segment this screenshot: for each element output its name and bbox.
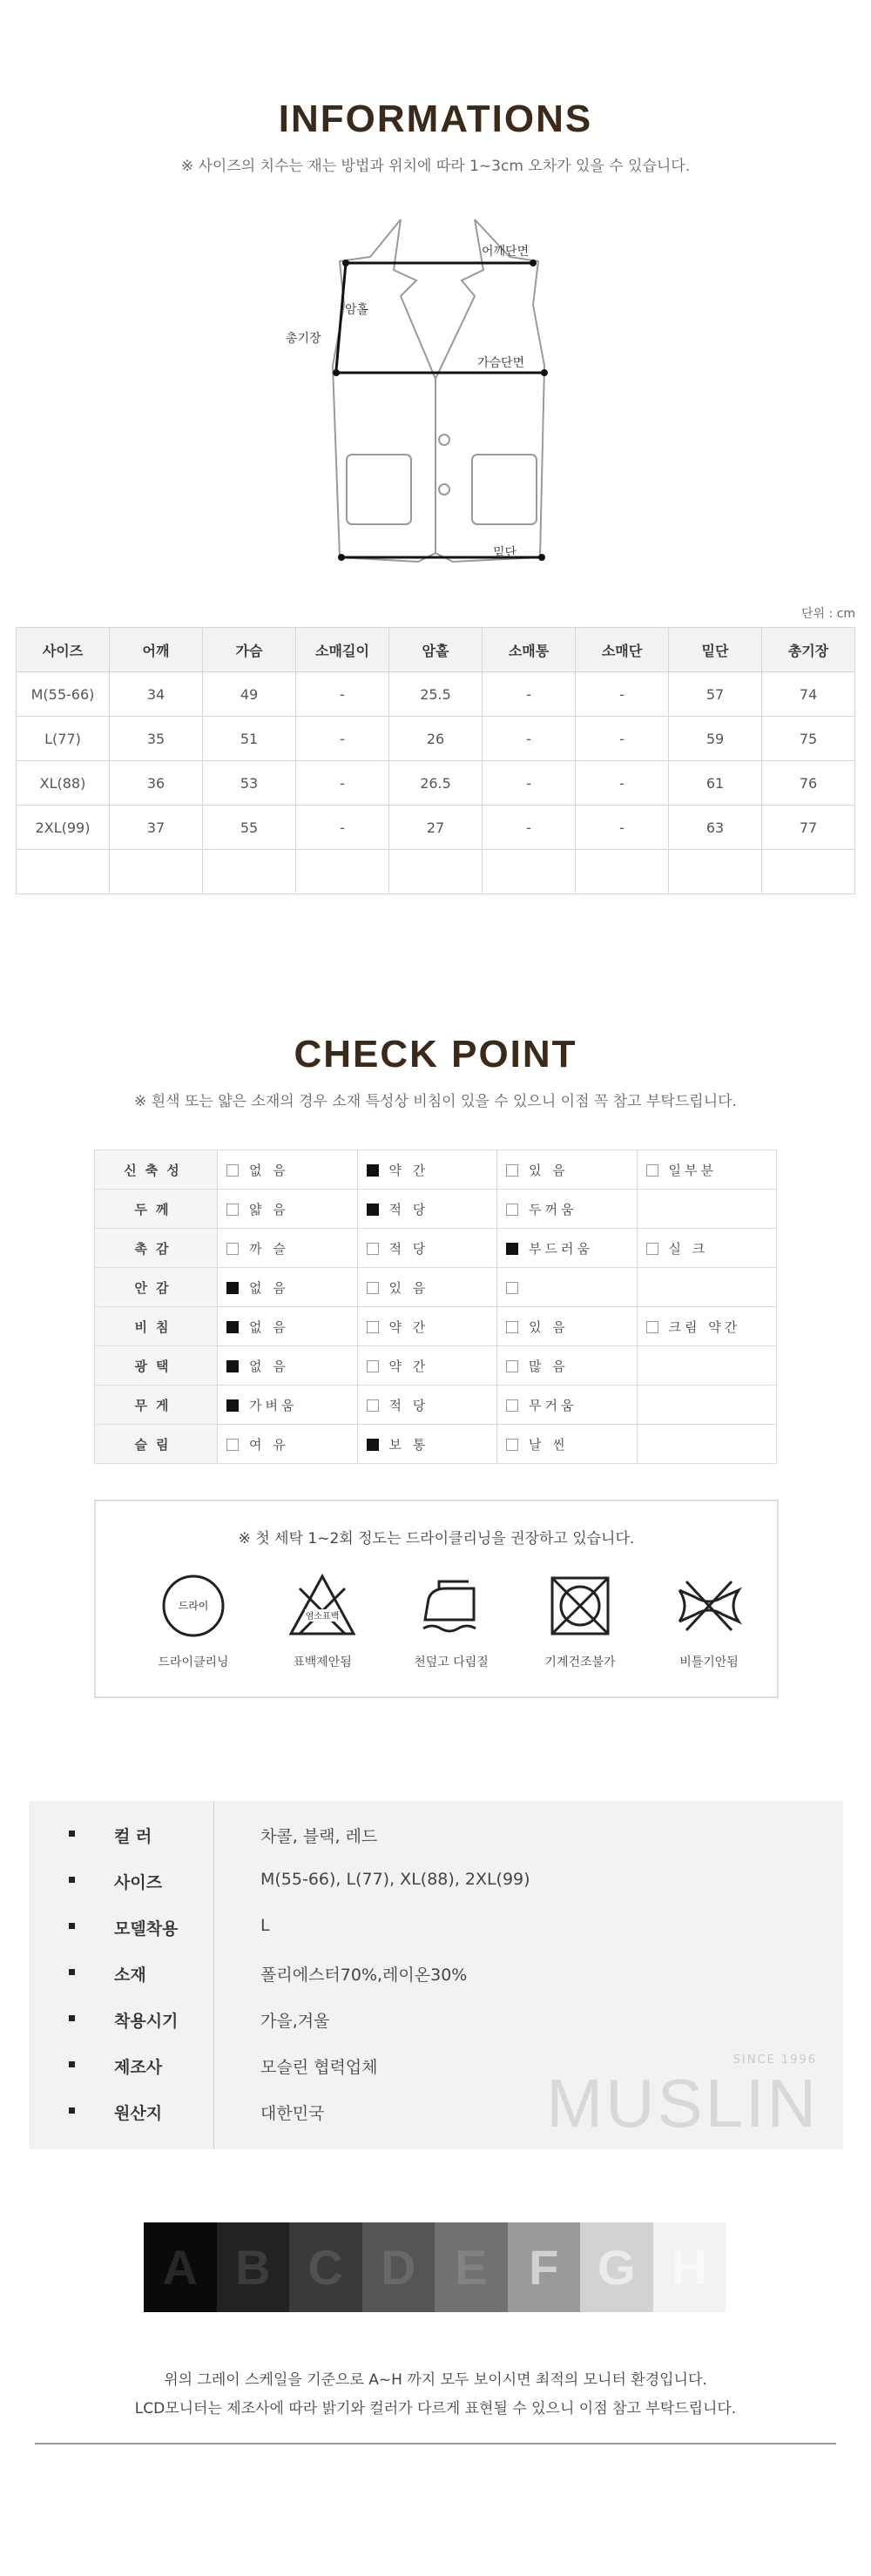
size-cell: 57: [669, 672, 762, 717]
size-cell: 37: [110, 806, 203, 850]
info-row: [29, 1904, 843, 1950]
checked-box-icon: [367, 1204, 379, 1216]
check-option-text: 없 음: [249, 1162, 289, 1178]
size-header-cell: 소매단: [576, 628, 669, 672]
check-notice: ※ 흰색 또는 얇은 소재의 경우 소재 특성상 비침이 있을 수 있으니 이점 꼭 참고 부탁드립니다.: [134, 1093, 737, 1110]
check-option-text: 얇 음: [249, 1201, 289, 1217]
size-cell: -: [576, 672, 669, 717]
check-option: [637, 1346, 777, 1386]
size-cell: [669, 850, 762, 894]
size-cell: 59: [669, 717, 762, 761]
info-key: 컬 러: [114, 1827, 152, 1846]
checked-box-icon: [226, 1399, 239, 1412]
grayscale-swatch: G: [580, 2222, 653, 2312]
size-cell: -: [576, 806, 669, 850]
check-option: [218, 1307, 358, 1346]
label-shoulder: 어깨단면: [482, 245, 530, 259]
size-cell: [389, 850, 483, 894]
empty-box-icon: [226, 1164, 239, 1177]
size-cell: 26.5: [389, 761, 483, 806]
check-option-text: 약 간: [388, 1358, 429, 1374]
check-row: [95, 1190, 777, 1229]
check-option-text: 약 간: [388, 1318, 429, 1335]
check-option-text: 있 음: [388, 1279, 429, 1296]
size-cell: 25.5: [389, 672, 483, 717]
footer-divider: [35, 2443, 836, 2445]
check-option-text: 까 슬: [249, 1240, 289, 1257]
wash-label: 천덮고 다림질: [414, 1656, 489, 1669]
bullet-icon: [69, 1969, 75, 1975]
info-value: 모슬린 협력업체: [260, 2058, 378, 2077]
size-cell: 49: [203, 672, 296, 717]
check-option-text: 적 당: [388, 1201, 429, 1217]
size-cell: 34: [110, 672, 203, 717]
check-label: 광택: [95, 1346, 218, 1386]
check-option: [218, 1190, 358, 1229]
check-option-text: 두꺼움: [529, 1201, 577, 1217]
size-cell: -: [483, 672, 576, 717]
check-option-text: 가벼움: [249, 1397, 298, 1413]
info-key: 원산지: [114, 2104, 163, 2123]
size-header-cell: 총기장: [762, 628, 855, 672]
check-title: CHECK POINT: [294, 1033, 577, 1076]
checked-box-icon: [226, 1360, 239, 1372]
wash-item-wring: [657, 1571, 761, 1670]
empty-box-icon: [367, 1360, 379, 1372]
size-cell: [762, 850, 855, 894]
size-row: [17, 672, 855, 717]
check-label: 안감: [95, 1268, 218, 1307]
wash-label: 표백제안됨: [293, 1656, 352, 1669]
check-option: [218, 1268, 358, 1307]
bullet-icon: [69, 1877, 75, 1883]
brand-since: SINCE 1996: [733, 2053, 817, 2067]
check-option: [357, 1190, 497, 1229]
size-cell: [203, 850, 296, 894]
check-option: [357, 1268, 497, 1307]
check-option-text: 적 당: [388, 1240, 429, 1257]
size-header-cell: 밑단: [669, 628, 762, 672]
bullet-icon: [69, 2061, 75, 2067]
no-tumble-dry-icon: [545, 1571, 615, 1641]
check-option-text: 있 음: [529, 1162, 569, 1178]
bullet-icon: [69, 2015, 75, 2021]
empty-box-icon: [367, 1321, 379, 1333]
size-cell: M(55-66): [17, 672, 110, 717]
check-option: [497, 1190, 638, 1229]
empty-box-icon: [506, 1399, 518, 1412]
dry-clean-icon-text: 드라이: [178, 1600, 209, 1612]
check-option: [637, 1229, 777, 1268]
size-cell: [296, 850, 389, 894]
empty-box-icon: [506, 1360, 518, 1372]
check-option-text: 여 유: [249, 1436, 289, 1453]
check-option: [357, 1425, 497, 1464]
check-option: [497, 1346, 638, 1386]
size-row: [17, 850, 855, 894]
check-table: [94, 1150, 777, 1464]
empty-box-icon: [506, 1204, 518, 1216]
label-chest: 가슴단면: [477, 356, 525, 370]
size-cell: 76: [762, 761, 855, 806]
info-value: M(55-66), L(77), XL(88), 2XL(99): [260, 1870, 530, 1889]
iron-with-cloth-icon: [416, 1571, 486, 1641]
size-cell: 77: [762, 806, 855, 850]
size-cell: [483, 850, 576, 894]
check-option: [637, 1425, 777, 1464]
check-option-text: 없 음: [249, 1358, 289, 1374]
empty-box-icon: [506, 1439, 518, 1451]
check-option: [218, 1346, 358, 1386]
check-option: [357, 1229, 497, 1268]
check-option: [497, 1386, 638, 1425]
check-option-text: 일부분: [668, 1162, 717, 1178]
check-option-text: 없 음: [249, 1318, 289, 1335]
check-row: [95, 1150, 777, 1190]
info-row: [29, 1950, 843, 1996]
check-row: [95, 1425, 777, 1464]
empty-box-icon: [226, 1243, 239, 1255]
grayscale-strip: [144, 2222, 726, 2312]
empty-box-icon: [506, 1321, 518, 1333]
wash-item-dry: [141, 1571, 246, 1670]
size-header-cell: 암홀: [389, 628, 483, 672]
wash-label: 기계건조불가: [544, 1656, 616, 1669]
check-row: [95, 1229, 777, 1268]
empty-box-icon: [367, 1282, 379, 1294]
size-cell: -: [483, 717, 576, 761]
check-option: [637, 1150, 777, 1190]
check-label: 두께: [95, 1190, 218, 1229]
info-value: 대한민국: [260, 2104, 325, 2123]
check-label: 비침: [95, 1307, 218, 1346]
check-row: [95, 1307, 777, 1346]
no-bleach-icon: [287, 1571, 357, 1641]
wash-box: [94, 1500, 779, 1698]
empty-box-icon: [506, 1282, 518, 1294]
info-row: [29, 1811, 843, 1858]
info-title: INFORMATIONS: [278, 98, 593, 140]
check-label: 촉감: [95, 1229, 218, 1268]
label-total-length: 총기장: [286, 332, 321, 346]
check-option-text: 크림 약간: [668, 1318, 741, 1335]
info-key: 사이즈: [114, 1873, 163, 1892]
size-cell: 51: [203, 717, 296, 761]
empty-box-icon: [646, 1243, 658, 1255]
size-cell: 53: [203, 761, 296, 806]
grayscale-swatch: D: [362, 2222, 436, 2312]
empty-box-icon: [506, 1164, 518, 1177]
check-option: [218, 1425, 358, 1464]
check-option: [637, 1307, 777, 1346]
wash-item-tumble: [528, 1571, 632, 1670]
size-header-cell: 사이즈: [17, 628, 110, 672]
check-option: [497, 1268, 638, 1307]
size-header-cell: 어깨: [110, 628, 203, 672]
size-cell: [17, 850, 110, 894]
check-option-text: 있 음: [529, 1318, 569, 1335]
checked-box-icon: [506, 1243, 518, 1255]
check-option: [497, 1307, 638, 1346]
size-cell: 36: [110, 761, 203, 806]
check-option: [357, 1150, 497, 1190]
size-cell: 35: [110, 717, 203, 761]
size-table: [16, 627, 855, 894]
size-row: [17, 761, 855, 806]
bullet-icon: [69, 2107, 75, 2114]
check-option-text: 실 크: [668, 1240, 709, 1257]
wash-item-bleach: [270, 1571, 375, 1670]
size-cell: [576, 850, 669, 894]
size-cell: -: [296, 717, 389, 761]
check-option: [357, 1386, 497, 1425]
check-option-text: 무거움: [529, 1397, 577, 1413]
product-info-panel: [29, 1801, 843, 2149]
check-option: [218, 1150, 358, 1190]
size-header-cell: 소매통: [483, 628, 576, 672]
bullet-icon: [69, 1831, 75, 1837]
vest-diagram: [261, 209, 610, 575]
size-cell: -: [576, 717, 669, 761]
size-header-cell: 소매길이: [296, 628, 389, 672]
size-cell: 63: [669, 806, 762, 850]
empty-box-icon: [367, 1399, 379, 1412]
checked-box-icon: [226, 1282, 239, 1294]
size-cell: -: [576, 761, 669, 806]
info-value: L: [260, 1916, 270, 1935]
size-cell: -: [296, 761, 389, 806]
check-option: [357, 1346, 497, 1386]
bullet-icon: [69, 1923, 75, 1929]
info-row: [29, 1858, 843, 1904]
footer-note-2: LCD모니터는 제조사에 따라 밝기와 컬러가 다르게 표현될 수 있으니 이점 참고 부탁드립니다.: [134, 2400, 737, 2418]
info-key: 소재: [114, 1966, 146, 1985]
grayscale-swatch: F: [508, 2222, 581, 2312]
size-cell: 27: [389, 806, 483, 850]
size-cell: [110, 850, 203, 894]
size-cell: 55: [203, 806, 296, 850]
check-option: [637, 1190, 777, 1229]
checked-box-icon: [367, 1164, 379, 1177]
grayscale-swatch: A: [144, 2222, 217, 2312]
check-label: 신축성: [95, 1150, 218, 1190]
wash-title: ※ 첫 세탁 1~2회 정도는 드라이클리닝을 권장하고 있습니다.: [238, 1530, 635, 1548]
empty-box-icon: [367, 1243, 379, 1255]
check-option: [637, 1268, 777, 1307]
check-row: [95, 1346, 777, 1386]
check-option-text: 적 당: [388, 1397, 429, 1413]
check-option: [357, 1307, 497, 1346]
empty-box-icon: [226, 1439, 239, 1451]
check-label: 무게: [95, 1386, 218, 1425]
dry-clean-icon: [159, 1571, 228, 1641]
grayscale-swatch: H: [653, 2222, 726, 2312]
no-bleach-icon-text: 염소표백: [305, 1612, 340, 1622]
checked-box-icon: [226, 1321, 239, 1333]
footer-note-1: 위의 그레이 스케일을 기준으로 A~H 까지 모두 보이시면 최적의 모니터 환경입니다.: [164, 2371, 707, 2389]
size-cell: XL(88): [17, 761, 110, 806]
info-row: [29, 1996, 843, 2042]
size-header-cell: 가슴: [203, 628, 296, 672]
size-cell: -: [483, 806, 576, 850]
info-key: 모델착용: [114, 1919, 179, 1939]
size-cell: 26: [389, 717, 483, 761]
size-cell: 61: [669, 761, 762, 806]
info-value: 폴리에스터70%,레이온30%: [260, 1966, 468, 1985]
size-cell: L(77): [17, 717, 110, 761]
size-cell: 75: [762, 717, 855, 761]
grayscale-swatch: E: [435, 2222, 508, 2312]
grayscale-swatch: C: [289, 2222, 362, 2312]
size-cell: 2XL(99): [17, 806, 110, 850]
wash-label: 드라이클리닝: [158, 1656, 229, 1669]
check-option: [218, 1386, 358, 1425]
check-option-text: 부드러움: [529, 1240, 593, 1257]
checked-box-icon: [367, 1439, 379, 1451]
label-hem: 밑단: [493, 546, 517, 560]
check-row: [95, 1386, 777, 1425]
check-label: 슬림: [95, 1425, 218, 1464]
check-option: [218, 1229, 358, 1268]
size-cell: -: [483, 761, 576, 806]
check-option-text: 많 음: [529, 1358, 569, 1374]
empty-box-icon: [646, 1321, 658, 1333]
check-option: [497, 1425, 638, 1464]
size-row: [17, 717, 855, 761]
wash-label: 비틀기안됨: [679, 1656, 739, 1669]
size-cell: 74: [762, 672, 855, 717]
info-key: 착용시기: [114, 2012, 179, 2031]
brand-watermark: MUSLIN: [546, 2065, 819, 2141]
grayscale-swatch: B: [217, 2222, 290, 2312]
info-key: 제조사: [114, 2058, 163, 2077]
no-wring-icon: [674, 1571, 744, 1641]
info-value: 가을,겨울: [260, 2012, 330, 2031]
check-option-text: 약 간: [388, 1162, 429, 1178]
check-row: [95, 1268, 777, 1307]
info-value: 차콜, 블랙, 레드: [260, 1827, 378, 1846]
check-option: [637, 1386, 777, 1425]
check-option: [497, 1229, 638, 1268]
size-notice: ※ 사이즈의 치수는 재는 방법과 위치에 따라 1~3cm 오차가 있을 수 있습니다.: [180, 158, 691, 175]
empty-box-icon: [646, 1164, 658, 1177]
label-armhole: 암홀: [345, 303, 369, 317]
check-option: [497, 1150, 638, 1190]
size-row: [17, 806, 855, 850]
check-option-text: 보 통: [388, 1436, 429, 1453]
size-cell: -: [296, 806, 389, 850]
check-option-text: 없 음: [249, 1279, 289, 1296]
check-option-text: 날 씬: [529, 1436, 569, 1453]
unit-label: 단위 : cm: [800, 607, 855, 621]
empty-box-icon: [226, 1204, 239, 1216]
size-cell: -: [296, 672, 389, 717]
wash-item-iron: [399, 1571, 503, 1670]
